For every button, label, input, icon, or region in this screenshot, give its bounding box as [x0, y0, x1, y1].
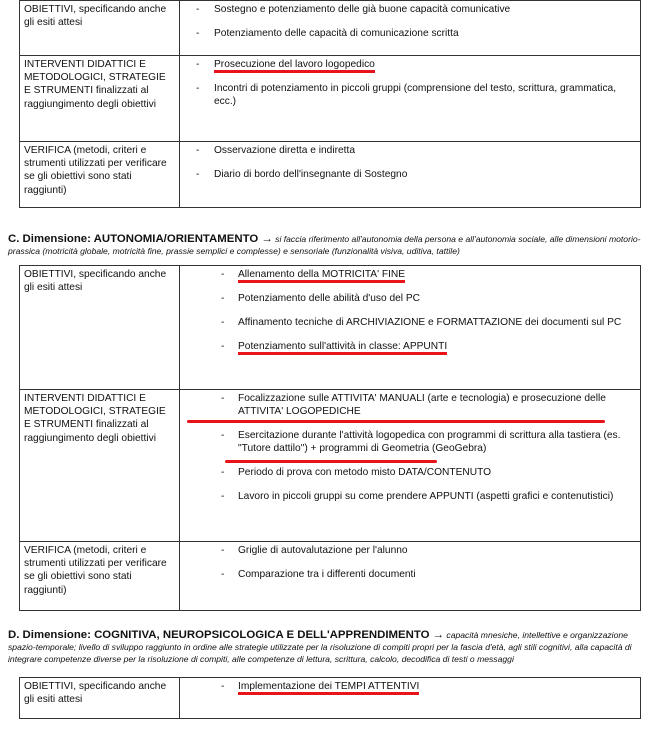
section-d-title: D. Dimensione: COGNITIVA, NEUROPSICOLOGICA E DELL'APPRENDIMENTO →	[8, 629, 445, 641]
table-area-c	[19, 265, 641, 611]
list-item: - Incontri di potenziamento in piccoli gruppi (comprensione del testo, scrittura, grammatica, ecc.)	[180, 82, 640, 108]
section-c-heading	[8, 233, 658, 257]
list-item-highlighted: Prosecuzione del lavoro logopedico	[214, 59, 375, 73]
highlight-stroke	[187, 420, 605, 423]
section-d-description: capacità mnesiche, intellettive e organizzazione spazio-temporale; livello di sviluppo raggiunto in ordine alle strategie utilizzate per la risoluzione di compiti propri per la fascia d'età, agli stili cognitivi, alla capacità di integrare competenze diverse per la risoluzione di compiti, alle competenze di lettura, scrittura, calcolo, decodifica di testi o messaggi	[8, 630, 632, 664]
highlight-stroke	[225, 460, 437, 463]
row-label: VERIFICA (metodi, criteri e strumenti utilizzati per verificare se gli obiettivi sono stati raggiunti)	[20, 542, 180, 610]
table-row	[20, 678, 640, 718]
table-row	[20, 1, 640, 55]
list-item: - Diario di bordo dell'insegnante di Sostegno	[180, 168, 640, 181]
section-d-heading	[8, 629, 658, 665]
list-item: - Comparazione tra i differenti documenti	[180, 568, 640, 581]
table-row	[20, 141, 640, 207]
list-item: - Osservazione diretta e indiretta	[180, 144, 640, 157]
table-row	[20, 541, 640, 610]
row-label: VERIFICA (metodi, criteri e strumenti utilizzati per verificare se gli obiettivi sono stati raggiunti)	[20, 142, 180, 207]
list-item: - Esercitazione durante l'attività logopedica con programmi di scrittura alla tastiera (es. "Tutore dattilo") + programmi di Geometria (GeoGebra)	[180, 429, 640, 455]
list-item: - Potenziamento delle abilità d'uso del PC	[180, 292, 640, 305]
table-row	[20, 389, 640, 541]
table-row	[20, 55, 640, 141]
table-area-b	[19, 0, 641, 208]
list-item-highlighted: Allenamento della MOTRICITA' FINE	[238, 269, 405, 283]
table-area-d	[19, 677, 641, 719]
list-item: - Lavoro in piccoli gruppi su come prendere APPUNTI (aspetti grafici e contenutistici)	[180, 490, 640, 503]
row-label: INTERVENTI DIDATTICI E METODOLOGICI, STRATEGIE E STRUMENTI finalizzati al raggiungimento degli obiettivi	[20, 390, 180, 541]
list-item: - Potenziamento delle capacità di comunicazione scritta	[180, 27, 640, 40]
list-item-highlighted: Potenziamento sull'attività in classe: APPUNTI	[238, 341, 447, 355]
row-label: OBIETTIVI, specificando anche gli esiti attesi	[20, 678, 180, 718]
row-label: INTERVENTI DIDATTICI E METODOLOGICI, STRATEGIE E STRUMENTI finalizzati al raggiungimento degli obiettivi	[20, 56, 180, 141]
section-c-description: si faccia riferimento all'autonomia della persona e all'autonomia sociale, alle dimensioni motorio-prassica (motricità globale, motricità fine, prassie semplici e complesse) e sensoriale (funzionalità visiva, uditiva, tattile)	[8, 234, 641, 256]
list-item: - Affinamento tecniche di ARCHIVIAZIONE e FORMATTAZIONE dei documenti sul PC	[180, 316, 640, 329]
section-c-title: C. Dimensione: AUTONOMIA/ORIENTAMENTO →	[8, 233, 273, 245]
row-label: OBIETTIVI, specificando anche gli esiti attesi	[20, 1, 180, 55]
row-label: OBIETTIVI, specificando anche gli esiti attesi	[20, 266, 180, 389]
list-item: - Sostegno e potenziamento delle già buone capacità comunicative	[180, 3, 640, 16]
list-item-highlighted: Implementazione dei TEMPI ATTENTIVI	[238, 681, 419, 695]
list-item: - Focalizzazione sulle ATTIVITA' MANUALI (arte e tecnologia) e prosecuzione delle ATTIVITA' LOGOPEDICHE	[180, 392, 640, 418]
list-item: - Griglie di autovalutazione per l'alunno	[180, 544, 640, 557]
table-row	[20, 266, 640, 389]
list-item: - Periodo di prova con metodo misto DATA/CONTENUTO	[180, 466, 640, 479]
